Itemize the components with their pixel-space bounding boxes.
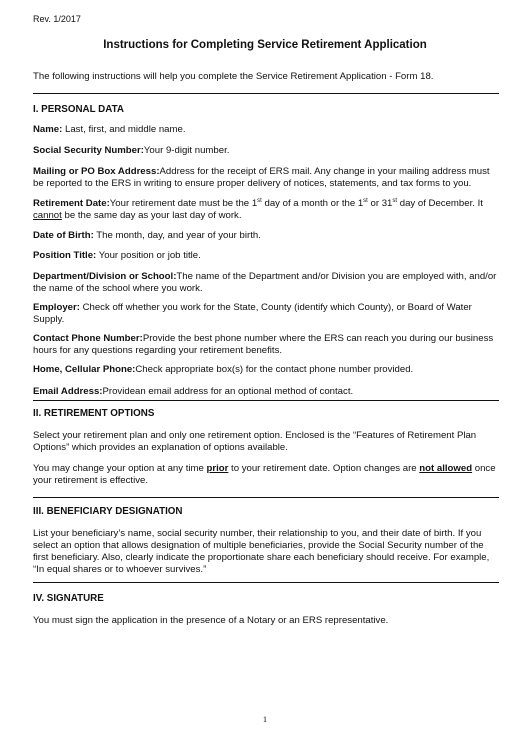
field-mailing-instruction (33, 166, 500, 190)
emphasis-not-allowed: not allowed (419, 463, 473, 474)
field-description: Check appropriate box(s) for the contact phone number provided. (135, 364, 414, 375)
section-heading-signature: IV. SIGNATURE (33, 593, 104, 604)
ordinal-suffix: st (392, 197, 398, 204)
field-label: Name: (33, 124, 63, 135)
field-description: Your position or job title. (96, 250, 201, 261)
field-position-instruction (33, 250, 500, 262)
field-home-cell-instruction (33, 364, 500, 376)
field-label: Mailing or PO Box Address: (33, 166, 160, 177)
paragraph-text: You may change your option at any time (33, 463, 207, 474)
ordinal-suffix: st (363, 197, 368, 204)
beneficiary-paragraph: List your beneficiary’s name, social security number, their relationship to you, and their date of birth. If you select an option that allows designation of multiple beneficiaries, provide the Social Security number of the first beneficiary. Also, clearly indicate the proportionate share each beneficiary should receive. For example, “In equal shares or to whoever survives.” (33, 528, 490, 575)
field-description: or 31 (367, 198, 393, 209)
field-ssn-instruction (33, 145, 500, 157)
field-label: Employer: (33, 302, 80, 313)
field-label: Position Title: (33, 250, 97, 261)
field-label: Department/Division or School: (33, 271, 177, 282)
signature-paragraph: You must sign the application in the presence of a Notary or an ERS representative. (33, 615, 389, 626)
field-label: Contact Phone Number: (33, 333, 143, 344)
retirement-options-paragraph: Select your retirement plan and only one retirement option. Enclosed is the “Features of Retirement Plan Options” which provides an explanation of options available. (33, 430, 477, 453)
divider (33, 93, 499, 94)
divider (33, 400, 499, 401)
field-description: Last, first, and middle name. (62, 124, 186, 135)
field-email-instruction (33, 386, 500, 398)
field-description: The name of the Department and/or Division you are employed with, and/or the name of the school where you work. (33, 271, 497, 294)
page-number: 1 (262, 714, 268, 724)
field-description: day of a month or the 1 (261, 198, 364, 209)
field-description: Address for the receipt of ERS mail. Any change in your mailing address must be reported to the ERS in writing to ensure proper delivery of notices, statements, and tax forms to you. (33, 166, 490, 189)
emphasis-cannot: cannot (33, 210, 62, 221)
field-employer-instruction (33, 302, 500, 326)
field-label: Home, Cellular Phone: (33, 364, 136, 375)
emphasis-prior: prior (206, 463, 229, 474)
field-description: Providean email address for an optional method of contact. (102, 386, 354, 397)
paragraph-text: to your retirement date. Option changes are (228, 463, 420, 474)
field-label: Email Address: (33, 386, 103, 397)
field-description: Your retirement date must be the 1 (109, 198, 258, 209)
field-description: day of December. It (397, 198, 483, 209)
field-name-instruction (33, 124, 500, 136)
field-retirement-date-instruction (33, 198, 500, 222)
section-heading-personal-data: I. PERSONAL DATA (33, 104, 124, 115)
field-label: Retirement Date: (33, 198, 110, 209)
field-description: Provide the best phone number where the ERS can reach you during our business hours for any questions regarding your retirement benefits. (33, 333, 494, 356)
option-change-paragraph (33, 463, 500, 487)
field-description: Your 9-digit number. (143, 145, 230, 156)
field-contact-phone-instruction (33, 333, 500, 357)
field-label: Social Security Number: (33, 145, 144, 156)
field-department-instruction (33, 271, 500, 295)
paragraph-text: once your retirement is effective. (33, 463, 496, 486)
section-heading-retirement-options: II. RETIREMENT OPTIONS (33, 408, 155, 419)
divider (33, 497, 499, 498)
section-heading-beneficiary: III. BENEFICIARY DESIGNATION (33, 506, 183, 517)
field-label: Date of Birth: (33, 230, 94, 241)
field-dob-instruction (33, 230, 500, 242)
intro-text: The following instructions will help you complete the Service Retirement Application - Form 18. (33, 71, 434, 82)
ordinal-suffix: st (257, 197, 262, 204)
revision-label: Rev. 1/2017 (33, 14, 81, 24)
field-description: The month, day, and year of your birth. (93, 230, 261, 241)
field-description: be the same day as your last day of work. (61, 210, 242, 221)
divider (33, 582, 499, 583)
page-title: Instructions for Completing Service Retirement Application (103, 39, 427, 51)
field-description: Check off whether you work for the State, County (identify which County), or Board of Water Supply. (33, 302, 472, 325)
